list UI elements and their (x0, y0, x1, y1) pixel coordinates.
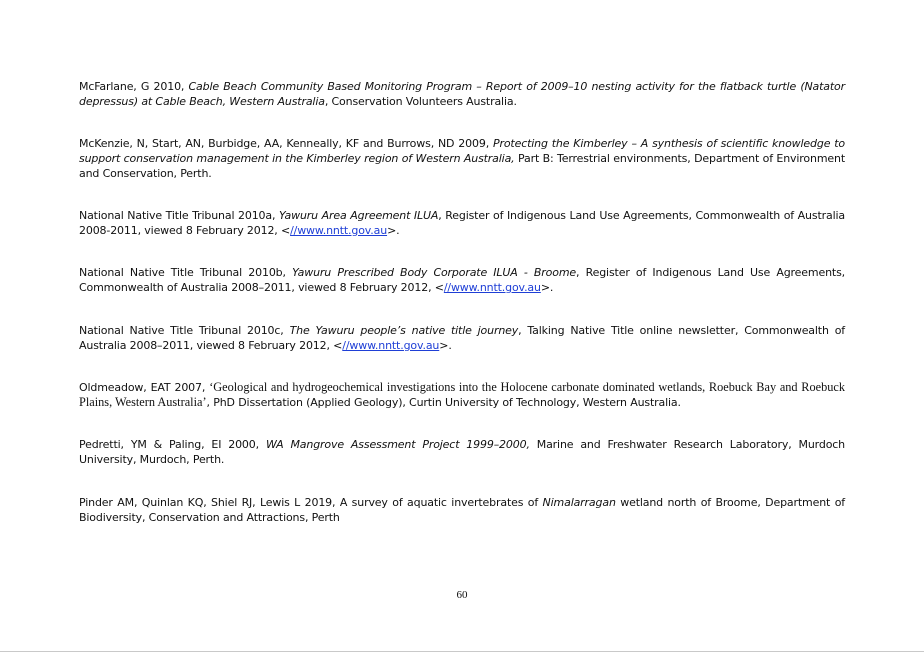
reference-title: Yawuru Prescribed Body Corporate ILUA - Broome (292, 266, 577, 279)
reference-title: ‘Geological and hydrogeochemical investigations into the Holocene carbonate dominated wetlands, Roebuck Bay and Roebuck Plains, Western Australia’ (79, 380, 845, 409)
nntt-link[interactable]: //www.nntt.gov.au (290, 224, 388, 237)
reference-mckenzie-2009: McKenzie, N, Start, AN, Burbidge, AA, Kenneally, KF and Burrows, ND 2009, Protecting the Kimberley – A synthesis of scientific knowledge to support conservation management in the Kimberley region of Western Australia, Part B: Terrestrial environments, Department of Environment and Conservation, Perth. (79, 137, 845, 180)
nntt-link[interactable]: //www.nntt.gov.au (443, 281, 541, 294)
reference-title: The Yawuru people’s native title journey (289, 324, 519, 337)
reference-title: Nimalarragan (542, 496, 616, 509)
reference-nntt-2010a: National Native Title Tribunal 2010a, Yawuru Area Agreement ILUA, Register of Indigenous Land Use Agreements, Commonwealth of Australia 2008-2011, viewed 8 February 2012, <//www.nntt.gov.au>. (79, 209, 845, 237)
reference-nntt-2010b: National Native Title Tribunal 2010b, Yawuru Prescribed Body Corporate ILUA - Broome, Register of Indigenous Land Use Agreements, Commonwealth of Australia 2008–2011, viewed 8 February 2012, <//www.nntt.gov.au>. (79, 266, 846, 294)
reference-mcfarlane-2010: McFarlane, G 2010, Cable Beach Community Based Monitoring Program – Report of 2009–10 nesting activity for the flatback turtle (Natator depressus) at Cable Beach, Western Australia, Conservation Volunteers Australia. (79, 80, 845, 108)
reference-oldmeadow-2007: Oldmeadow, EAT 2007, ‘Geological and hydrogeochemical investigations into the Holocene carbonate dominated wetlands, Roebuck Bay and Roebuck Plains, Western Australia’, PhD Dissertation (Applied Geology), Curtin University of Technology, Western Australia. (79, 380, 845, 409)
reference-title: WA Mangrove Assessment Project 1999–2000, (265, 438, 530, 451)
reference-nntt-2010c: National Native Title Tribunal 2010c, The Yawuru people’s native title journey, Talking Native Title online newsletter, Commonwealth of Australia 2008–2011, viewed 8 February 2012, <//www.nntt.gov.au>. (79, 324, 846, 352)
reference-title: Yawuru Area Agreement ILUA (278, 209, 439, 222)
reference-pedretti-2000: Pedretti, YM & Paling, EI 2000, WA Mangrove Assessment Project 1999–2000, Marine and Freshwater Research Laboratory, Murdoch University, Murdoch, Perth. (79, 438, 845, 466)
reference-title: Protecting the Kimberley – A synthesis of scientific knowledge to support conservation management in the Kimberley region of Western Australia, (79, 137, 845, 165)
nntt-link[interactable]: //www.nntt.gov.au (342, 339, 440, 352)
page-number: 60 (456, 589, 468, 601)
reference-title: Cable Beach Community Based Monitoring Program – Report of 2009–10 nesting activity for the flatback turtle (Natator depressus) at Cable Beach, Western Australia (79, 80, 845, 108)
reference-pinder-2019: Pinder AM, Quinlan KQ, Shiel RJ, Lewis L 2019, A survey of aquatic invertebrates of Nimalarragan wetland north of Broome, Department of Biodiversity, Conservation and Attractions, Perth (79, 496, 845, 524)
